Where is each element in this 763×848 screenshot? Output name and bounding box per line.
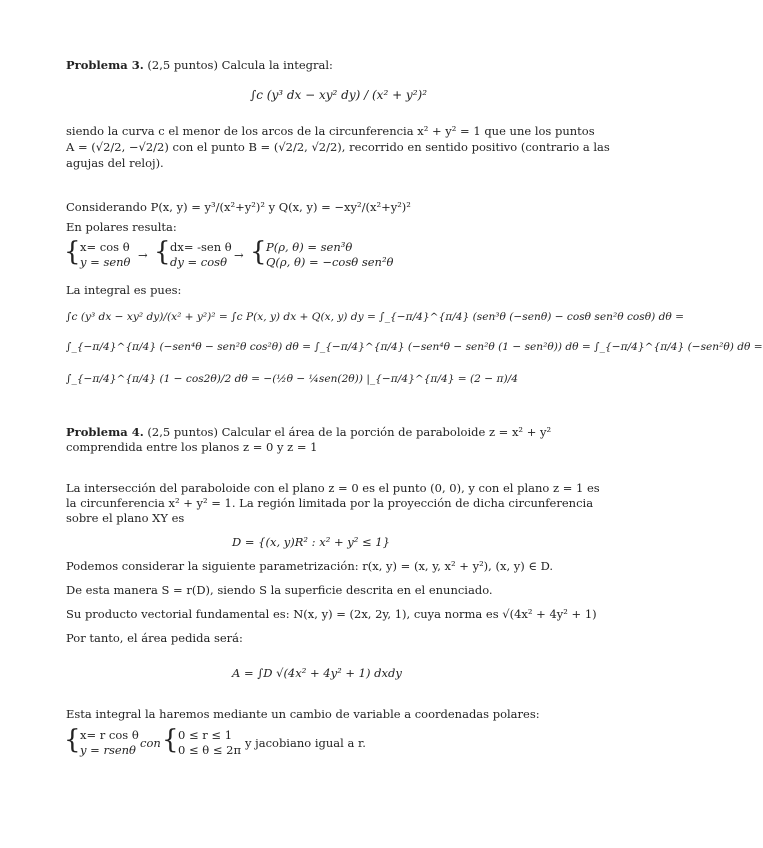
arrow-2: → <box>234 248 244 262</box>
surface-line: De esta manera S = r(D), siendo S la superficie descrita en el enunciado. <box>66 583 493 597</box>
integral-intro: La integral es pues: <box>66 283 182 297</box>
polar-eq-b: y = rsenθ <box>80 743 136 757</box>
integral-eq-line1: ∫c (y³ dx − xy² dy)/(x² + y²)² = ∫c P(x, y) dx + Q(x, y) dy = ∫_{−π/4}^{π/4} (sen³θ (−senθ) − cosθ sen²θ cosθ) dθ = <box>66 311 684 323</box>
arrow-1: → <box>138 248 148 262</box>
problem-3-desc-line2: A = (√2/2, −√2/2) con el punto B = (√2/2, √2/2), recorrido en sentido positivo (contrario a las <box>66 140 610 154</box>
problem-3-integral: ∫c (y³ dx − xy² dy) / (x² + y²)² <box>250 88 428 102</box>
limit-theta: 0 ≤ θ ≤ 2π <box>178 743 242 757</box>
problem-3-header <box>66 58 333 72</box>
problem-4-intro: (2,5 puntos) Calcular el área de la porción de paraboloide z = x² + y² <box>147 425 552 439</box>
problem-3-intro: (2,5 puntos) Calcula la integral: <box>147 58 333 72</box>
system1-eq-b: y = senθ <box>80 255 131 269</box>
area-integral: A = ∫D √(4x² + 4y² + 1) dxdy <box>232 666 402 680</box>
system2-eq-a: dx= -sen θ <box>170 240 232 254</box>
system2-eq-b: dy = cosθ <box>170 255 227 269</box>
change-variable-line: Esta integral la haremos mediante un cambio de variable a coordenadas polares: <box>66 707 540 721</box>
area-intro: Por tanto, el área pedida será: <box>66 631 243 645</box>
p4-text-line2: la circunferencia x² + y² = 1. La región limitada por la proyección de dicha circunferencia <box>66 496 594 510</box>
p4-text-line1: La intersección del paraboloide con el plano z = 0 es el punto (0, 0), y con el plano z = 1 es <box>66 481 600 495</box>
system3-eq-a: P(ρ, θ) = sen³θ <box>266 240 353 254</box>
brace-1: { <box>64 237 81 267</box>
jacobian-text: y jacobiano igual a r. <box>245 736 366 750</box>
con-word: con <box>140 736 161 750</box>
problem-3-desc-line1: siendo la curva c el menor de los arcos de la circunferencia x² + y² = 1 que une los puntos <box>66 124 595 138</box>
vector-product-line: Su producto vectorial fundamental es: N(x, y) = (2x, 2y, 1), cuya norma es √(4x² + 4y² + 1) <box>66 607 597 621</box>
polar-intro: En polares resulta: <box>66 220 177 234</box>
problem-4-header <box>66 425 551 439</box>
considering-line: Considerando P(x, y) = y³/(x²+y²)² y Q(x, y) = −xy²/(x²+y²)² <box>66 200 411 214</box>
brace-4: { <box>64 725 81 755</box>
limit-r: 0 ≤ r ≤ 1 <box>178 728 233 742</box>
parametrization-line: Podemos considerar la siguiente parametrización: r(x, y) = (x, y, x² + y²), (x, y) ∈ D. <box>66 559 554 573</box>
brace-3: { <box>250 237 267 267</box>
system1-eq-a: x= cos θ <box>80 240 130 254</box>
integral-eq-line2: ∫_{−π/4}^{π/4} (−sen⁴θ − sen²θ cos²θ) dθ = ∫_{−π/4}^{π/4} (−sen⁴θ − sen²θ (1 − sen²θ)) dθ = ∫_{−π/4}^{π/4} (−sen²θ) dθ = <box>66 341 763 353</box>
polar-eq-a: x= r cos θ <box>80 728 139 742</box>
domain-definition: D = {(x, y)R² : x² + y² ≤ 1} <box>232 535 390 549</box>
p4-text-line3: sobre el plano XY es <box>66 511 185 525</box>
problem-3-desc-line3: agujas del reloj). <box>66 156 164 170</box>
brace-5: { <box>162 725 179 755</box>
problem-4-intro-line2: comprendida entre los planos z = 0 y z = 1 <box>66 440 318 454</box>
brace-2: { <box>154 237 171 267</box>
problem-4-heading: Problema 4. <box>66 425 144 439</box>
integral-eq-line3: ∫_{−π/4}^{π/4} (1 − cos2θ)/2 dθ = −(½θ − ¼sen(2θ)) |_{−π/4}^{π/4} = (2 − π)/4 <box>66 373 518 385</box>
system3-eq-b: Q(ρ, θ) = −cosθ sen²θ <box>266 255 394 269</box>
problem-3-heading: Problema 3. <box>66 58 144 72</box>
